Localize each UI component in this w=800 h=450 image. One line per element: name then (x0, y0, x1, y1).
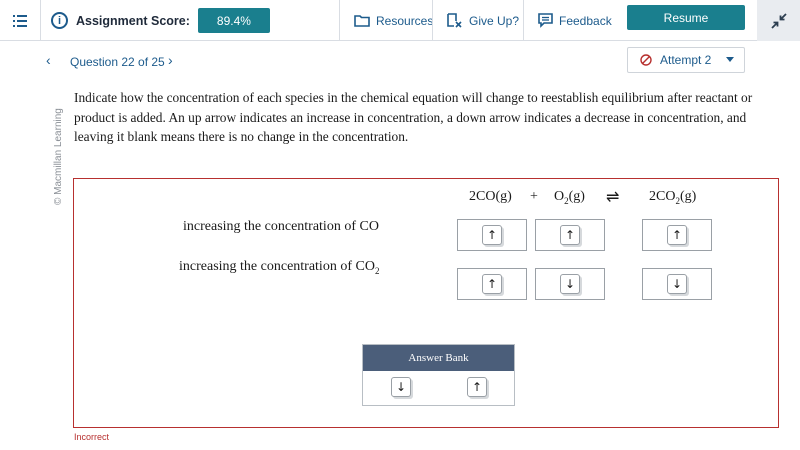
answer-bank-body (363, 371, 514, 405)
drop-zone-row2-co2[interactable] (642, 268, 712, 300)
answer-tile[interactable]: ↓ (560, 274, 580, 294)
resources-label: Resources (376, 13, 434, 28)
co2-phase: (g) (679, 189, 697, 204)
collapse-button[interactable] (757, 0, 800, 41)
attempt-label: Attempt 2 (660, 53, 712, 67)
equation-plus: + (530, 189, 538, 204)
drop-zone-row2-co[interactable] (457, 268, 527, 300)
copyright-notice: © Macmillan Learning (53, 108, 64, 205)
equation-co2 (649, 189, 696, 206)
drop-zone-row1-co2[interactable] (642, 219, 712, 251)
answer-tile[interactable]: ↑ (482, 274, 502, 294)
no-entry-icon (640, 54, 652, 66)
bank-tile-up-arrow[interactable]: ↑ (467, 377, 487, 397)
answer-tile[interactable]: ↑ (667, 225, 687, 245)
o2-main: O (554, 189, 565, 204)
problem-frame (73, 178, 779, 428)
answer-bank-title: Answer Bank (363, 345, 514, 371)
give-up-label: Give Up? (469, 13, 520, 28)
o2-phase: (g) (568, 189, 585, 204)
row-2-text: increasing the concentration of CO (179, 259, 375, 274)
collapse-icon (771, 13, 787, 29)
resources-button[interactable] (339, 0, 432, 41)
info-icon[interactable]: i (51, 12, 68, 29)
drop-zone-row1-o2[interactable] (535, 219, 605, 251)
o2-subscript: 2 (564, 195, 569, 206)
drop-zone-row2-o2[interactable] (535, 268, 605, 300)
question-nav (0, 42, 800, 80)
question-counter[interactable]: Question 22 of 25 (70, 55, 165, 69)
feedback-icon (538, 13, 553, 28)
top-bar (0, 0, 800, 41)
answer-tile[interactable]: ↑ (482, 225, 502, 245)
list-icon (13, 15, 27, 27)
next-question-icon[interactable]: › (168, 52, 173, 68)
equation-o2 (554, 189, 585, 206)
attempt-dropdown[interactable] (627, 47, 745, 73)
row-1-text: increasing the concentration of CO (183, 219, 379, 234)
row-2-subscript: 2 (374, 265, 380, 276)
row-label-1 (183, 219, 379, 235)
answer-tile[interactable]: ↓ (667, 274, 687, 294)
menu-button[interactable] (0, 0, 41, 41)
bank-tile-down-arrow[interactable]: ↓ (391, 377, 411, 397)
answer-bank (362, 344, 515, 406)
give-up-button[interactable] (432, 0, 523, 41)
chevron-down-icon (726, 57, 734, 62)
score-label: Assignment Score: (76, 13, 190, 28)
folder-icon (354, 14, 370, 27)
co2-main: 2CO (649, 189, 676, 204)
status-incorrect: Incorrect (74, 432, 110, 442)
feedback-label: Feedback (559, 13, 612, 28)
score-value-badge: 89.4% (198, 8, 270, 33)
equation-co: 2CO(g) (469, 189, 512, 204)
previous-question-icon[interactable]: ‹ (46, 52, 51, 68)
row-label-2 (179, 259, 379, 276)
co2-subscript: 2 (675, 195, 680, 206)
give-up-icon (447, 13, 463, 28)
question-prompt: Indicate how the concentration of each species in the chemical equation will change to reestablish equilibrium after reactant or product is added. An up arrow indicates an increase in concentration, a down arrow indicates a decrease in concentration, and leaving it blank means there is no change in the concentration. (74, 90, 753, 144)
drop-zone-row1-co[interactable] (457, 219, 527, 251)
assignment-score (41, 0, 270, 41)
resume-button[interactable]: Resume (627, 5, 745, 30)
answer-tile[interactable]: ↑ (560, 225, 580, 245)
feedback-button[interactable] (523, 0, 619, 41)
equilibrium-arrow: ⇌ (606, 189, 620, 206)
